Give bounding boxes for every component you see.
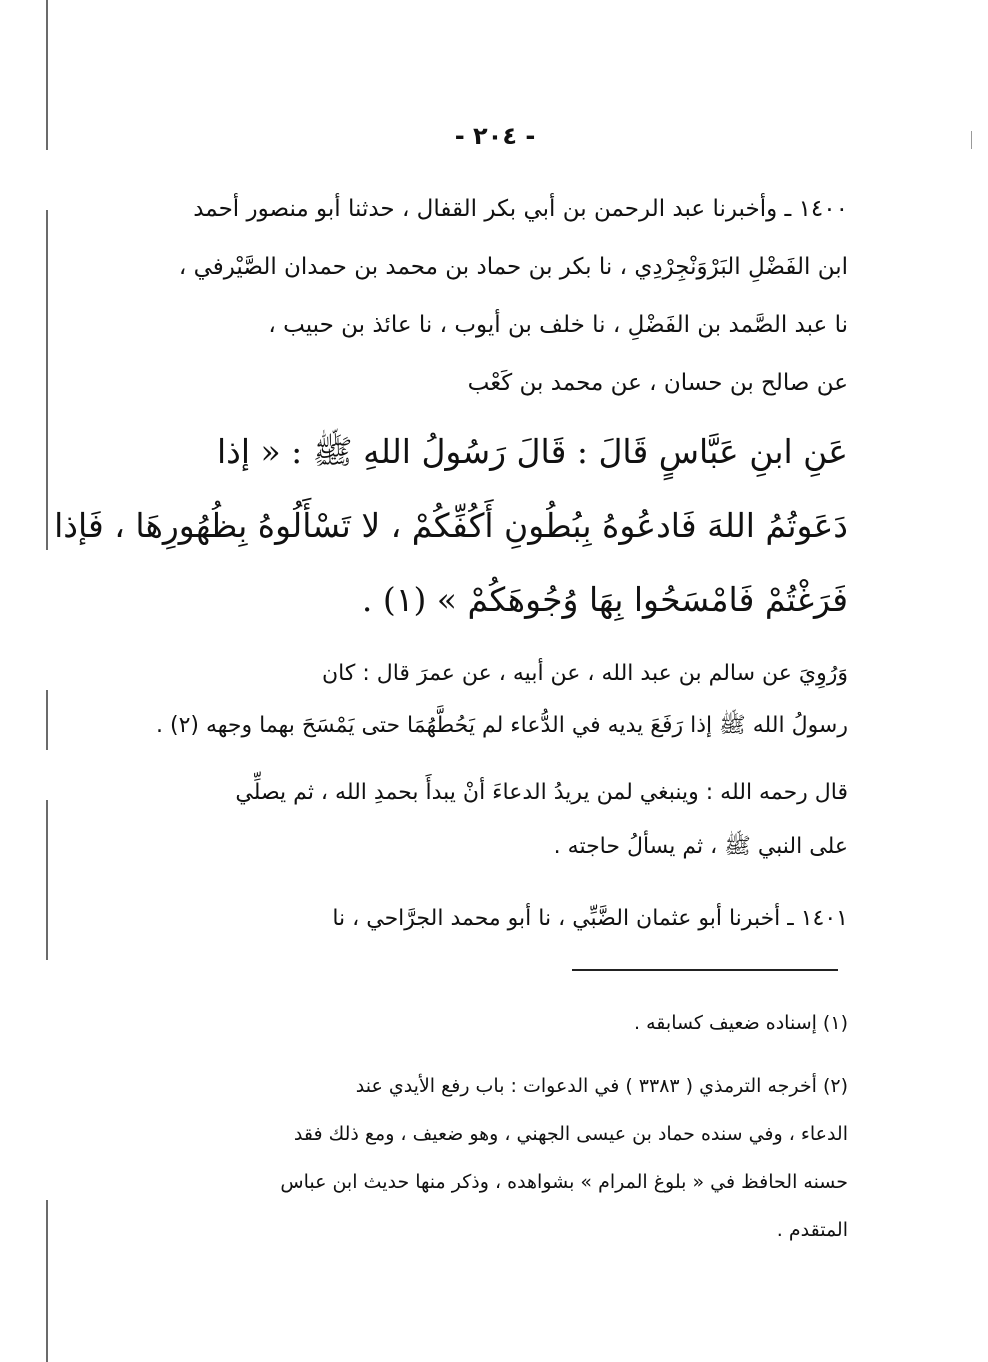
hadith-1401-isnad [160,893,848,945]
hadith-line: عَنِ ابنِ عَبَّاسٍ قَالَ : قَالَ رَسُولُ اللهِ ﷺ : « إذا [216,432,848,471]
hadith-line: دَعَوتُمُ اللهَ فَادعُوهُ بِبُطُونِ أَكُفِّكُمْ ، لا تَسْأَلُوهُ بِظُهُورِهَا ، فَإذا [54,506,848,545]
footnote-line: المتقدم . [776,1219,848,1241]
right-scan-edge-mark [971,131,972,149]
hadith-1400-isnad [148,180,848,412]
text-line: ١٤٠١ ـ أخبرنا أبو عثمان الضَّبِّي ، نا أبو محمد الجرَّاحي ، نا [332,906,848,931]
left-scan-edge-line [46,1200,48,1362]
text-line: قال رحمه الله : وينبغي لمن يريدُ الدعاءَ أنْ يبدأَ بحمدِ الله ، ثم يصلِّي [235,780,848,805]
text-line: عن صالح بن حسان ، عن محمد بن كَعْب [467,370,848,396]
text-line: رسولُ الله ﷺ إذا رَفَعَ يديه في الدُّعاء لم يَحُطَّهُمَا حتى يَمْسَحَ بهما وجهه (٢) . [156,713,848,738]
text-line: ١٤٠٠ ـ وأخبرنا عبد الرحمن بن أبي بكر القفال ، حدثنا أبو منصور أحمد [193,196,848,222]
left-scan-edge-line [46,210,48,550]
left-scan-edge-line [46,0,48,150]
footnote-line: الدعاء ، وفي سنده حماد بن عيسى الجهني ، وهو ضعيف ، ومع ذلك فقد [293,1123,848,1145]
left-scan-edge-line [46,800,48,960]
text-line: وَرُوِيَ عن سالم بن عبد الله ، عن أبيه ، عن عمرَ قال : كان [322,661,848,686]
hadith-matn [54,415,848,637]
salim-narration-paragraph [156,648,848,752]
text-line: نا عبد الصَّمد بن الفَضْلِ ، نا خلف بن أيوب ، نا عائذ بن حبيب ، [268,312,848,338]
footnote-line: حسنه الحافظ في « بلوغ المرام » بشواهده ، وذكر منها حديث ابن عباس [280,1171,848,1193]
footnote-line: (١) إسناده ضعيف كسابقه . [634,1012,848,1034]
text-line: ابن الفَضْلِ البَرْوَنْجِرْدِي ، نا بكر بن حماد بن محمد بن حمدان الصَّيْرفي ، [178,254,848,280]
footnote-line: (٢) أخرجه الترمذي ( ٣٣٨٣ ) في الدعوات : باب رفع الأيدي عند [355,1075,848,1097]
hadith-line: فَرَغْتُمْ فَامْسَحُوا بِهَا وُجُوهَكُمْ » (١) . [361,580,848,619]
footnote-1 [180,1003,848,1043]
text-line: على النبي ﷺ ، ثم يسألُ حاجته . [553,834,848,859]
footnote-separator-rule [572,969,838,971]
page-number: - ٢٠٤ - [454,122,536,150]
footnote-2 [180,1062,848,1254]
author-comment-paragraph [160,766,848,874]
left-scan-edge-line [46,690,48,750]
